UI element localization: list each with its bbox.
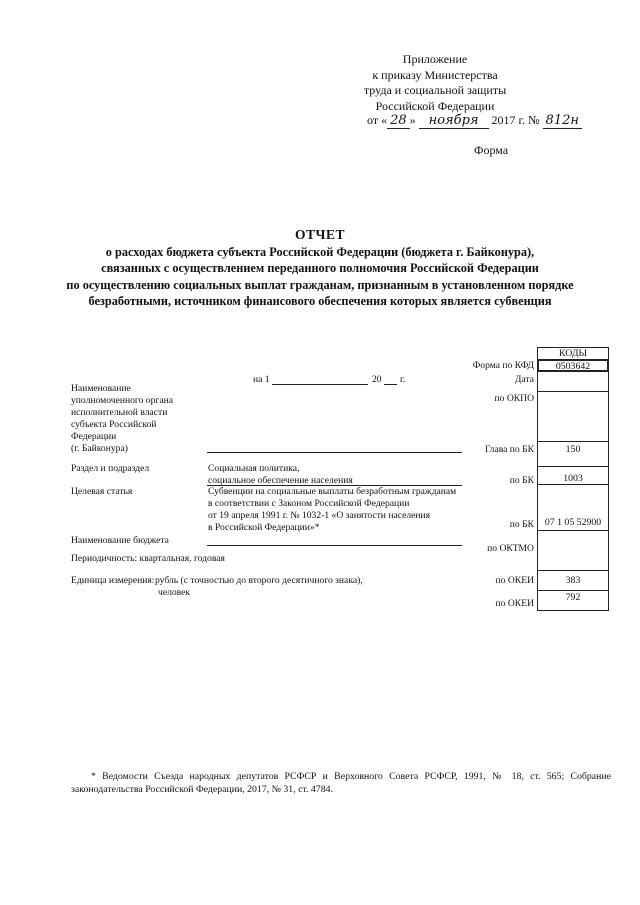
unit-value-1: рубль (с точностью до второго десятичного знака), — [155, 575, 363, 586]
date-year: 2017 г. № — [491, 113, 540, 127]
unit-value-2: человек — [158, 587, 191, 598]
report-title — [40, 227, 600, 310]
organ-label-line: (г. Байконура) — [71, 443, 128, 454]
report-title-line: безработными, источником финансового обеспечения которых является субвенция — [88, 294, 552, 308]
razdel-value-line: социальное обеспечение населения — [208, 475, 353, 486]
date-day-month-line — [272, 384, 368, 385]
appendix-line: Приложение — [402, 52, 468, 66]
date-line-suffix: г. — [400, 374, 406, 385]
date-code — [537, 372, 609, 392]
date-line-year: 20 — [372, 374, 382, 385]
celevaya-bk-label: по БК — [509, 519, 534, 530]
okud-code: 0503642 — [537, 359, 609, 372]
celevaya-value-line: в Российской Федерации»* — [208, 522, 320, 533]
appendix-line: труда и социальной защиты — [363, 83, 507, 97]
codes-header: КОДЫ — [537, 347, 609, 359]
appendix-line: к приказу Министерства — [372, 67, 498, 82]
okei2-code: 792 — [537, 591, 609, 611]
date-mid: » — [409, 113, 416, 127]
form-label: Форма — [474, 143, 509, 157]
razdel-value — [208, 463, 353, 487]
handwritten-month: ноября — [419, 113, 489, 129]
date-prefix: от « — [367, 113, 388, 127]
razdel-code: 1003 — [563, 473, 583, 484]
celevaya-value-line: Субвенции на социальные выплаты безработным гражданам — [208, 486, 457, 497]
razdel-label: Раздел и подраздел — [71, 463, 150, 474]
report-title-line: по осуществлению социальных выплат гражданам, признанным в установленном порядке — [66, 277, 574, 292]
okei2-label: по ОКЕИ — [495, 598, 534, 609]
handwritten-day: 28 — [387, 113, 410, 129]
celevaya-value-line: в соответствии с Законом Российской Федерации — [208, 498, 410, 509]
budget-label: Наименование бюджета — [71, 535, 169, 546]
razdel-bk-label: по БК — [509, 475, 534, 486]
organ-field-line — [207, 452, 462, 453]
okud-label: Форма по КФД — [472, 360, 534, 371]
date-year-line — [384, 384, 397, 385]
okei1-code: 383 — [537, 571, 609, 591]
appendix-line: Российской Федерации — [375, 98, 495, 113]
glava-label: Глава по БК — [484, 444, 534, 455]
report-title-main: ОТЧЕТ — [295, 227, 345, 242]
organ-label-line: Федерации — [71, 431, 117, 442]
organ-label-line: Наименование — [71, 383, 131, 394]
okei1-label: по ОКЕИ — [495, 575, 534, 586]
okpo-code — [537, 392, 609, 442]
celevaya-label: Целевая статья — [71, 486, 133, 497]
date-line-prefix: на 1 — [253, 374, 270, 385]
organ-label-line: уполномоченного органа — [71, 395, 173, 406]
celevaya-value — [208, 486, 456, 534]
date-label: Дата — [514, 374, 534, 385]
oktmo-code — [537, 531, 609, 571]
organ-label-line: исполнительной власти — [71, 407, 168, 418]
oktmo-label: по ОКТМО — [487, 543, 534, 554]
budget-field-line — [207, 545, 462, 546]
handwritten-number: 812н — [543, 113, 582, 129]
celevaya-value-line: от 19 апреля 1991 г. № 1032-1 «О занятости населения — [208, 510, 431, 521]
okpo-label: по ОКПО — [494, 393, 534, 404]
razdel-value-line: Социальная политика, — [208, 463, 300, 474]
organ-label — [71, 383, 173, 455]
report-title-line: о расходах бюджета субъекта Российской Федерации (бюджета г. Байконура), — [105, 244, 535, 259]
footnote — [71, 770, 611, 796]
appendix-block — [325, 52, 545, 114]
periodicity: Периодичность: квартальная, годовая — [71, 553, 225, 564]
organ-label-line: субъекта Российской — [71, 419, 157, 430]
celevaya-code: 07 1 05 52900 — [544, 517, 602, 528]
report-title-line: связанных с осуществлением переданного полномочия Российской Федерации — [101, 261, 539, 275]
appendix-date — [367, 113, 582, 128]
glava-code: 150 — [537, 442, 609, 467]
footnote-text: * Ведомости Съезда народных депутатов РСФСР и Верховного Совета РСФСР, 1991, № 18, ст. 565; Собрание законодательства Российской Федерации, 2017, № 31, ст. 4784. — [71, 771, 611, 795]
unit-label: Единица измерения: — [71, 575, 155, 586]
